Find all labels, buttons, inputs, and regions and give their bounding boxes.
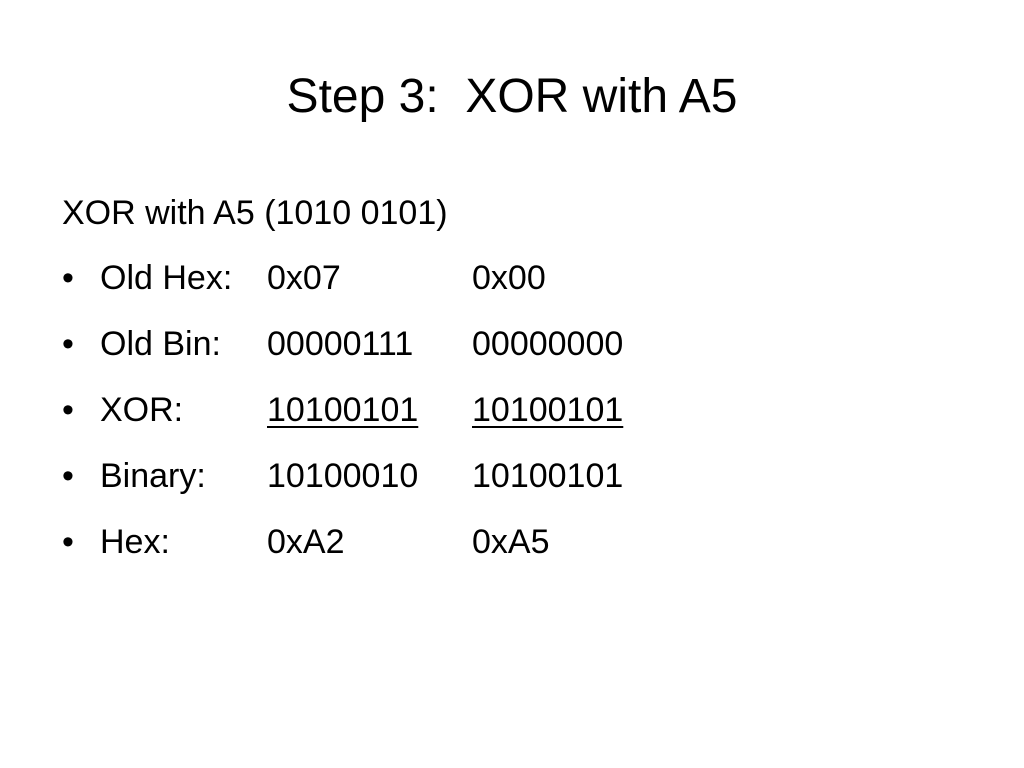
bullet-icon: • [62, 325, 74, 363]
row-value-1: 0xA2 [267, 523, 345, 561]
row-value-2: 10100101 [472, 457, 624, 495]
bullet-icon: • [62, 259, 74, 297]
row-value-2: 0x00 [472, 259, 546, 297]
row-value-1: 10100101 [267, 391, 419, 429]
slide-title: Step 3: XOR with A5 [286, 70, 738, 123]
row-value-2: 0xA5 [472, 523, 550, 561]
row-label: Old Bin: [100, 325, 221, 363]
row-label: XOR: [100, 391, 184, 429]
row-value-2: 00000000 [472, 325, 624, 363]
bullet-icon: • [62, 457, 74, 495]
row-value-2: 10100101 [472, 391, 624, 429]
row-value-1: 10100010 [267, 457, 419, 495]
intro-text: XOR with A5 (1010 0101) [62, 194, 448, 232]
row-label: Old Hex: [100, 259, 233, 297]
row-label: Binary: [100, 457, 206, 495]
bullet-icon: • [62, 523, 74, 561]
bullet-icon: • [62, 391, 74, 429]
row-label: Hex: [100, 523, 170, 561]
row-value-1: 00000111 [267, 325, 414, 363]
row-value-1: 0x07 [267, 259, 341, 297]
